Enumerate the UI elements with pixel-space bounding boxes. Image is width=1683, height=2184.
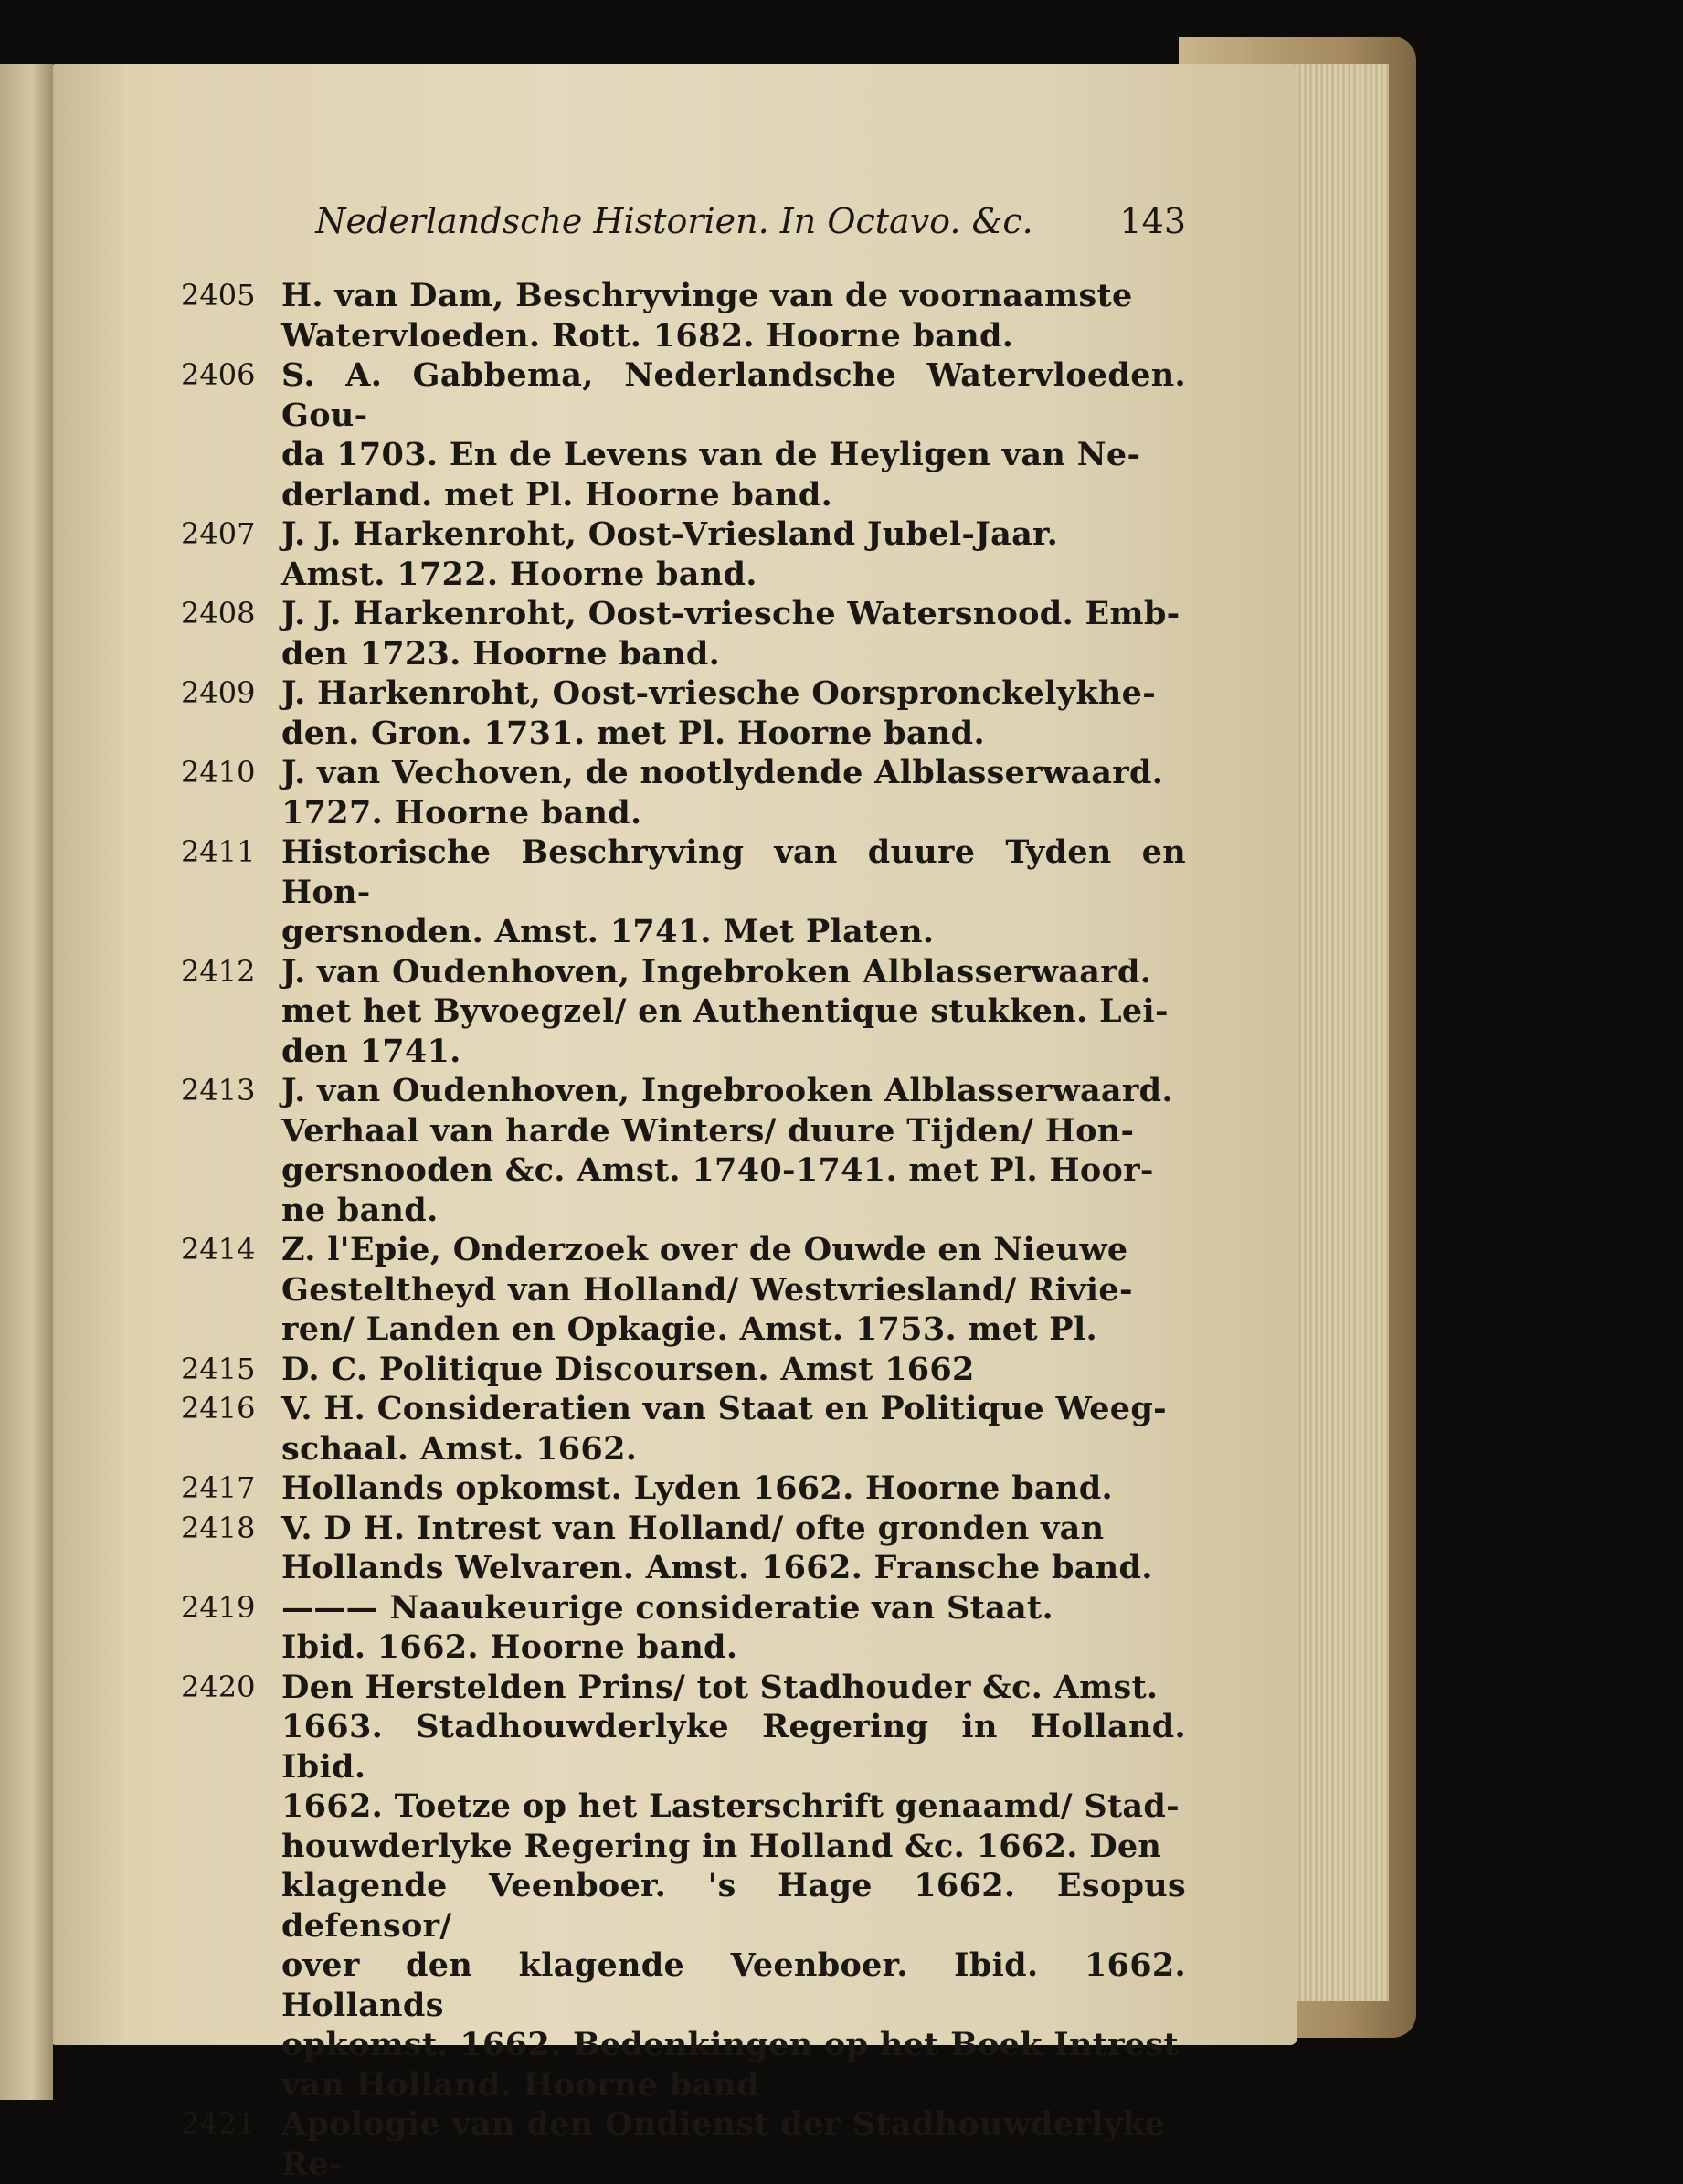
entry-text	[281, 753, 1186, 832]
catalogue-entry	[181, 1468, 1186, 1509]
entry-text	[281, 1350, 1186, 1390]
entry-line: Amst. 1722. Hoorne band.	[281, 555, 1186, 595]
entry-line: Historische Beschryving van duure Tyden en Hon-	[281, 832, 1186, 912]
entry-number: 2411	[181, 832, 281, 952]
entry-line: schaal. Amst. 1662.	[281, 1429, 1186, 1469]
running-head	[181, 201, 1186, 256]
entry-line: Z. l'Epie, Onderzoek over de Ouwde en Nieuwe	[281, 1230, 1186, 1270]
entry-text	[281, 1468, 1186, 1509]
catalogue-entry	[181, 1071, 1186, 1230]
entry-line: houwderlyke Regering in Holland &c. 1662. Den	[281, 1827, 1186, 1867]
entry-text	[281, 673, 1186, 753]
left-page-edge	[0, 64, 53, 2100]
catalogue-entry	[181, 1668, 1186, 2105]
entry-text	[281, 1071, 1186, 1230]
entry-number: 2420	[181, 1668, 281, 2105]
entry-text	[281, 1509, 1186, 1588]
running-head-title: Nederlandsche Historien. In Octavo. &c.	[181, 201, 1113, 241]
entry-number: 2415	[181, 1350, 281, 1390]
entry-line: met het Byvoegzel/ en Authentique stukken. Lei-	[281, 991, 1186, 1032]
catalogue-entry	[181, 1230, 1186, 1350]
entry-line: Gesteltheyd van Holland/ Westvriesland/ Rivie-	[281, 1270, 1186, 1310]
entry-line: Apologie van den Ondienst der Stadhouwderlyke	[281, 2104, 1186, 2145]
entry-text	[281, 1230, 1186, 1350]
entry-line: gersnoden. Amst. 1741. Met Platen.	[281, 912, 1186, 952]
entry-line: ——— Naaukeurige consideratie van Staat.	[281, 1588, 1186, 1628]
entry-line: ne band.	[281, 1191, 1186, 1231]
entry-number: 2419	[181, 1588, 281, 1668]
entry-line: van Holland. Hoorne band	[281, 2065, 1186, 2105]
catalogue-entry	[181, 1509, 1186, 1588]
entry-text	[281, 594, 1186, 673]
catalogue-entry	[181, 1588, 1186, 1668]
entry-line: gersnooden &c. Amst. 1740-1741. met Pl. Hoor-	[281, 1150, 1186, 1191]
entry-number: 2407	[181, 514, 281, 594]
entry-text	[281, 2104, 1186, 2184]
entry-line: D. C. Politique Discoursen. Amst 1662	[281, 1350, 1186, 1390]
entry-line: ren/ Landen en Opkagie. Amst. 1753. met Pl.	[281, 1309, 1186, 1350]
entry-text	[281, 514, 1186, 594]
page-text	[181, 201, 1186, 2184]
entry-number: 2418	[181, 1509, 281, 1588]
entry-line: klagende Veenboer. 's Hage 1662. Esopus defensor/	[281, 1866, 1186, 1945]
entry-text	[281, 1668, 1186, 2105]
entry-line: J. van Oudenhoven, Ingebroken Alblasserwaard.	[281, 952, 1186, 992]
entry-line: den 1723. Hoorne band.	[281, 634, 1186, 674]
entry-line: opkomst. 1662. Bedenkingen op het Boek Intrest	[281, 2025, 1186, 2065]
entry-text	[281, 1588, 1186, 1668]
entry-text	[281, 276, 1186, 355]
entry-number: 2408	[181, 594, 281, 673]
entry-text	[281, 832, 1186, 952]
catalogue-entry	[181, 1389, 1186, 1468]
entry-line: 1663. Stadhouwderlyke Regering in Holland. Ibid.	[281, 1707, 1186, 1786]
entry-number: 2414	[181, 1230, 281, 1350]
entry-line: Re-	[281, 2145, 1186, 2184]
entry-line: J. J. Harkenroht, Oost-Vriesland Jubel-Jaar.	[281, 514, 1186, 555]
entry-line: J. J. Harkenroht, Oost-vriesche Watersnood. Emb-	[281, 594, 1186, 634]
entry-line: Watervloeden. Rott. 1682. Hoorne band.	[281, 316, 1186, 356]
entry-line: Verhaal van harde Winters/ duure Tijden/ Hon-	[281, 1111, 1186, 1151]
entry-line: V. D H. Intrest van Holland/ ofte gronden van	[281, 1509, 1186, 1549]
entry-text	[281, 355, 1186, 514]
catalogue-entry	[181, 673, 1186, 753]
catalogue-entry	[181, 753, 1186, 832]
entry-line: den 1741.	[281, 1032, 1186, 1072]
entry-line: derland. met Pl. Hoorne band.	[281, 475, 1186, 515]
book-page	[53, 64, 1297, 2045]
entry-line: J. van Oudenhoven, Ingebrooken Alblasserwaard.	[281, 1071, 1186, 1111]
entry-line: J. Harkenroht, Oost-vriesche Oorspronckelykhe-	[281, 673, 1186, 714]
catalogue-entry	[181, 594, 1186, 673]
catalogue-entry	[181, 514, 1186, 594]
entry-line: H. van Dam, Beschryvinge van de voornaamste	[281, 276, 1186, 316]
entry-line: Hollands opkomst. Lyden 1662. Hoorne band.	[281, 1468, 1186, 1509]
entry-number: 2405	[181, 276, 281, 355]
catalogue-entry	[181, 1350, 1186, 1390]
entry-line: 1727. Hoorne band.	[281, 793, 1186, 833]
entry-line: den. Gron. 1731. met Pl. Hoorne band.	[281, 714, 1186, 754]
entry-line: over den klagende Veenboer. Ibid. 1662. Hollands	[281, 1945, 1186, 2025]
entry-number: 2409	[181, 673, 281, 753]
entry-text	[281, 952, 1186, 1072]
entry-number: 2413	[181, 1071, 281, 1230]
entry-number: 2410	[181, 753, 281, 832]
catalogue-entry	[181, 2104, 1186, 2184]
entry-line: da 1703. En de Levens van de Heyligen van Ne-	[281, 435, 1186, 475]
entry-number: 2412	[181, 952, 281, 1072]
entry-line: 1662. Toetze op het Lasterschrift genaamd/ Stad-	[281, 1786, 1186, 1827]
entry-number: 2417	[181, 1468, 281, 1509]
catalogue-entry	[181, 276, 1186, 355]
entry-line: V. H. Consideratien van Staat en Politique Weeg-	[281, 1389, 1186, 1429]
entry-line: Den Herstelden Prins/ tot Stadhouder &c. Amst.	[281, 1668, 1186, 1708]
entry-line: S. A. Gabbema, Nederlandsche Watervloeden. Gou-	[281, 355, 1186, 435]
entry-number: 2421	[181, 2104, 281, 2184]
entry-number: 2416	[181, 1389, 281, 1468]
catalogue-entries	[181, 276, 1186, 2184]
entry-line: Ibid. 1662. Hoorne band.	[281, 1627, 1186, 1668]
entry-line: Hollands Welvaren. Amst. 1662. Fransche band.	[281, 1548, 1186, 1588]
entry-line: J. van Vechoven, de nootlydende Alblasserwaard.	[281, 753, 1186, 793]
entry-text	[281, 1389, 1186, 1468]
page-number: 143	[1113, 201, 1186, 241]
entry-number: 2406	[181, 355, 281, 514]
catalogue-entry	[181, 952, 1186, 1072]
catalogue-entry	[181, 355, 1186, 514]
catalogue-entry	[181, 832, 1186, 952]
